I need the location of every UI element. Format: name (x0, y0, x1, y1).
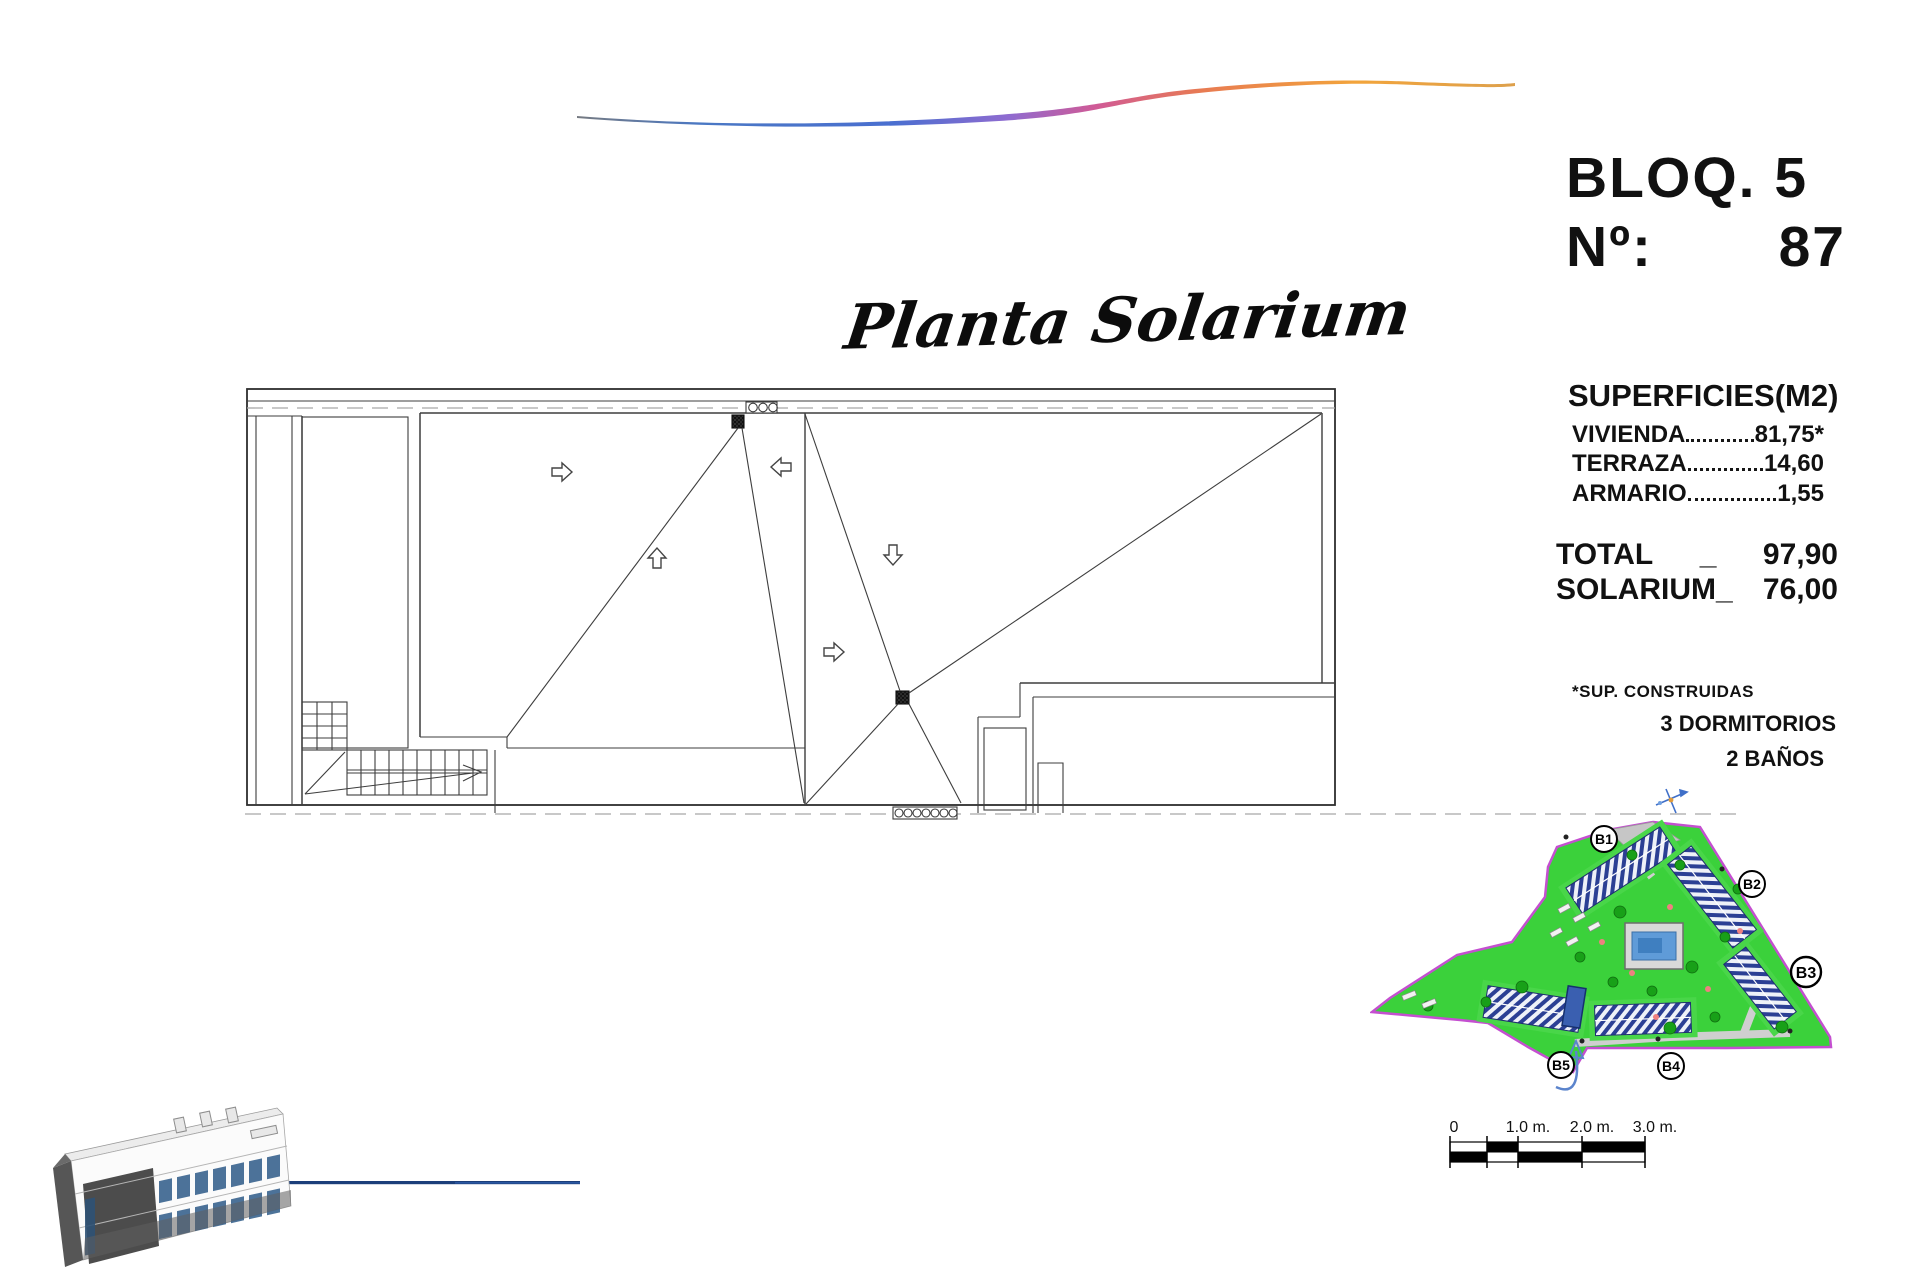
roof-drain-1 (732, 415, 744, 428)
scale-bar (1438, 1108, 1718, 1172)
roof-box-large (984, 728, 1026, 810)
scale-label-1: 1.0 m. (1505, 1119, 1551, 1136)
scale-label-2: 2.0 m. (1569, 1119, 1615, 1136)
left-roof-panel (302, 417, 408, 748)
surface-value: 1,55 (1777, 479, 1824, 507)
surface-label: ARMARIO (1572, 479, 1687, 507)
surfaces-heading: SUPERFICIES(M2) (1568, 378, 1839, 413)
svg-text:B2: B2 (1743, 876, 1761, 892)
svg-text:B4: B4 (1662, 1058, 1680, 1074)
scale-label-0: 0 (1449, 1119, 1459, 1136)
pool-area (1625, 923, 1683, 969)
svg-text:B1: B1 (1595, 831, 1613, 847)
total-separator: _ (1699, 538, 1717, 571)
block-label-b5 (1548, 1052, 1574, 1078)
bathrooms-label: 2 BAÑOS (1726, 746, 1824, 772)
site-plan-map (1370, 785, 1890, 1105)
scale-label-3: 3.0 m. (1632, 1119, 1678, 1136)
svg-text:B3: B3 (1795, 965, 1817, 982)
surface-value: 14,60 (1763, 450, 1824, 478)
block-label-b3 (1791, 957, 1821, 987)
block-label-b4 (1658, 1053, 1684, 1079)
scale-bar-segments (1450, 1142, 1645, 1162)
surface-label: VIVIENDA (1572, 421, 1686, 448)
surface-label: TERRAZA (1572, 450, 1687, 478)
north-compass-icon (1656, 789, 1687, 813)
block-label: BLOQ. 5 (1566, 146, 1809, 210)
surfaces-footnote: *SUP. CONSTRUIDAS (1572, 682, 1754, 701)
block-label-b2 (1739, 871, 1765, 897)
swoosh-ribbon (577, 80, 1515, 126)
unit-number-row (1566, 215, 1846, 279)
block-label-b1 (1591, 826, 1617, 852)
plan-outer-wall (247, 389, 1335, 805)
stair-treads (305, 750, 495, 813)
solarium-label: SOLARIUM_ (1556, 572, 1733, 606)
block-header (1566, 146, 1846, 279)
surface-value: 81,75* (1754, 421, 1824, 448)
svg-text:B5: B5 (1552, 1057, 1570, 1073)
roof-drain-2 (896, 691, 909, 704)
unit-number-label: Nº: (1566, 215, 1653, 279)
page-title: Planta Solarium (840, 276, 1416, 364)
floor-plan-drawing (245, 380, 1745, 840)
header-swoosh-graphic (565, 72, 1530, 136)
stair-landing-grid (302, 702, 347, 750)
unit-number-value: 87 (1778, 215, 1846, 279)
total-label: TOTAL (1556, 538, 1654, 571)
total-value: 97,90 (1762, 538, 1838, 571)
slope-arrows (552, 458, 902, 661)
building-render (25, 1088, 585, 1280)
solarium-value: 76,00 (1762, 572, 1838, 606)
bedrooms-label: 3 DORMITORIOS (1660, 711, 1836, 736)
building-b4 (1588, 997, 1697, 1041)
